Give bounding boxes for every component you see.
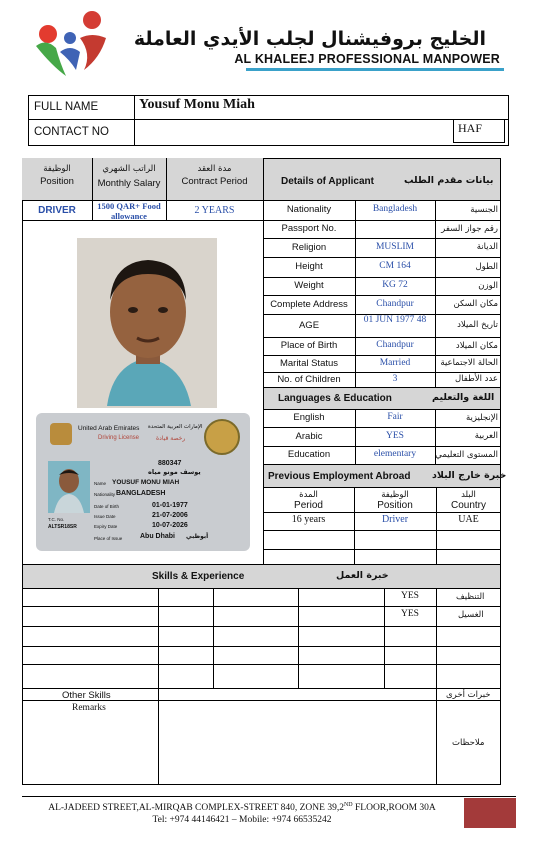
applicant-field-value: 3 [392, 373, 398, 384]
card-type: Driving License [98, 435, 140, 441]
card-expiry: 10-07-2026 [152, 522, 188, 529]
emp-period-value: 16 years [291, 514, 326, 525]
card-tc-number: ALTSR18SR [48, 524, 77, 530]
skill-row-2-label-ar: الغسيل [458, 610, 484, 620]
applicant-title-ar: بيانات مقدم الطلب [404, 175, 494, 186]
skills-title-ar: خبرة العمل [336, 570, 389, 581]
skill-row-1-value: YES [401, 591, 419, 601]
applicant-field-label: Religion [291, 241, 327, 253]
applicant-field-label: No. of Children [277, 373, 341, 385]
card-place-label: Place of Issue [94, 536, 123, 541]
header-divider [246, 68, 504, 71]
country-header: Country [450, 500, 486, 511]
card-nationality: BANGLADESH [116, 490, 166, 497]
footer-accent-block [464, 798, 516, 828]
applicant-field-label-ar: رقم جواز السفر [441, 223, 498, 234]
applicant-field-label-ar: عدد الأطفال [454, 374, 498, 384]
other-skills-label: Other Skills [62, 690, 111, 701]
contract-value: 2 YEARS [194, 205, 235, 216]
applicant-field-value: Bangladesh [372, 204, 418, 214]
card-name-ar: يوسف مونو مياه [148, 468, 201, 476]
period-header: Period [294, 500, 323, 511]
remarks-label-ar: ملاحظات [452, 738, 485, 748]
language-value: YES [386, 430, 404, 441]
card-name: YOUSUF MONU MIAH [112, 479, 180, 486]
remarks-label: Remarks [72, 703, 106, 713]
language-value: elementary [373, 449, 417, 459]
applicant-field-value: Married [379, 357, 411, 368]
card-name-label: Name [94, 481, 107, 486]
languages-title-ar: اللغة والتعليم [432, 392, 495, 403]
position-header: Position [40, 176, 74, 187]
card-type-ar: رخصة قيادة [156, 435, 186, 442]
emp-position-header-ar: الوظيفة [381, 490, 409, 500]
applicant-field-label-ar: الديانة [476, 242, 498, 252]
card-nationality-label: Nationality [94, 492, 116, 497]
contract-header-ar: مدة العقد [197, 164, 232, 174]
applicant-field-label: Height [295, 261, 323, 272]
contact-label: CONTACT NO [34, 126, 109, 138]
emp-position-header: Position [377, 500, 413, 511]
position-header-ar: الوظيفة [43, 164, 71, 174]
period-header-ar: المدة [299, 490, 318, 500]
language-label: Education [287, 449, 331, 460]
employment-title-ar: خبرة خارج البلاد [432, 470, 507, 481]
card-photo [48, 461, 90, 513]
card-place: Abu Dhabi [140, 533, 175, 540]
card-number: 880347 [158, 460, 182, 467]
applicant-field-value: KG 72 [382, 280, 408, 290]
applicant-field-label: Complete Address [270, 298, 348, 310]
applicant-field-value: MUSLIM [375, 241, 414, 252]
country-header-ar: البلد [461, 490, 476, 500]
gcc-emblem-icon [204, 419, 240, 455]
applicant-field-label-ar: الجنسية [470, 204, 498, 215]
card-issue: 21-07-2006 [152, 512, 188, 519]
language-label-ar: العربية [474, 431, 498, 441]
applicant-field-value: CM 164 [379, 261, 411, 271]
company-logo [30, 8, 112, 80]
applicant-field-label-ar: مكان السكن [453, 299, 498, 309]
card-country: United Arab Emirates [78, 425, 140, 432]
applicant-field-label-ar: مكان الميلاد [455, 340, 498, 351]
skill-row-1-label-ar: التنظيف [456, 592, 485, 602]
salary-value: 1500 QAR+ Food allowance [97, 201, 161, 221]
card-issue-label: Issue Date [94, 514, 116, 519]
company-name-arabic: الخليج بروفيشنال لجلب الأيدي العاملة [133, 28, 486, 50]
applicant-field-label: AGE [298, 319, 320, 331]
emp-position-value: Driver [381, 514, 409, 525]
position-value: DRIVER [38, 205, 76, 216]
applicant-field-label: Place of Birth [280, 340, 338, 351]
languages-title: Languages & Education [278, 393, 392, 404]
skills-title: Skills & Experience [152, 571, 245, 582]
card-dob: 01-01-1977 [152, 502, 188, 509]
salary-header-ar: الراتب الشهري [102, 164, 156, 174]
applicant-field-label: Passport No. [281, 223, 337, 234]
applicant-field-label-ar: الوزن [478, 280, 498, 291]
footer-address: AL-JADEED STREET,AL-MIRQAB COMPLEX-STREET 840, ZONE 39,2ND FLOOR,ROOM 30A [48, 802, 436, 814]
applicant-field-label-ar: الحالة الاجتماعية [440, 358, 498, 368]
card-place-ar: أبوظبي [186, 533, 209, 540]
other-skills-label-ar: خبرات أخرى [446, 690, 491, 700]
language-label-ar: الإنجليزية [465, 412, 498, 423]
language-label-ar: المستوى التعليمي [435, 449, 498, 460]
card-tc-label: T.C. No. [48, 517, 65, 522]
applicant-field-label: Marital Status [279, 357, 339, 369]
applicant-field-value: Chandpur [376, 298, 414, 309]
full-name-label: FULL NAME [34, 101, 99, 113]
employment-title: Previous Employment Abroad [268, 471, 411, 482]
applicant-field-value: 01 JUN 1977 48 [363, 315, 427, 325]
card-expiry-label: Expiry Date [94, 524, 118, 529]
card-dob-label: Date of Birth [94, 504, 120, 509]
language-value: Fair [387, 412, 403, 422]
applicant-field-label-ar: تاريخ الميلاد [457, 320, 498, 330]
driving-license-card [36, 413, 250, 551]
company-name-english: AL KHALEEJ PROFESSIONAL MANPOWER [234, 52, 500, 66]
contract-header: Contract Period [181, 176, 248, 187]
footer-phones: Tel: +974 44146421 – Mobile: +974 66535242 [152, 815, 332, 825]
salary-header: Monthly Salary [97, 178, 161, 189]
skill-row-2-value: YES [401, 609, 419, 619]
applicant-field-label: Nationality [286, 204, 332, 215]
applicant-photo [33, 236, 253, 409]
applicant-field-label-ar: الطول [475, 261, 498, 272]
emp-country-value: UAE [458, 514, 479, 525]
applicant-field-label: Weight [294, 280, 324, 291]
applicant-title: Details of Applicant [281, 176, 374, 187]
footer-divider [22, 796, 516, 797]
applicant-code: HAF [458, 121, 483, 135]
name-contact-box [28, 95, 509, 146]
full-name-value: Yousuf Monu Miah [139, 97, 255, 112]
uae-emblem-icon [50, 423, 72, 445]
language-label: Arabic [295, 430, 323, 442]
language-label: English [293, 412, 325, 423]
card-country-ar: الإمارات العربية المتحدة [148, 424, 203, 430]
applicant-field-value: Chandpur [376, 340, 414, 350]
